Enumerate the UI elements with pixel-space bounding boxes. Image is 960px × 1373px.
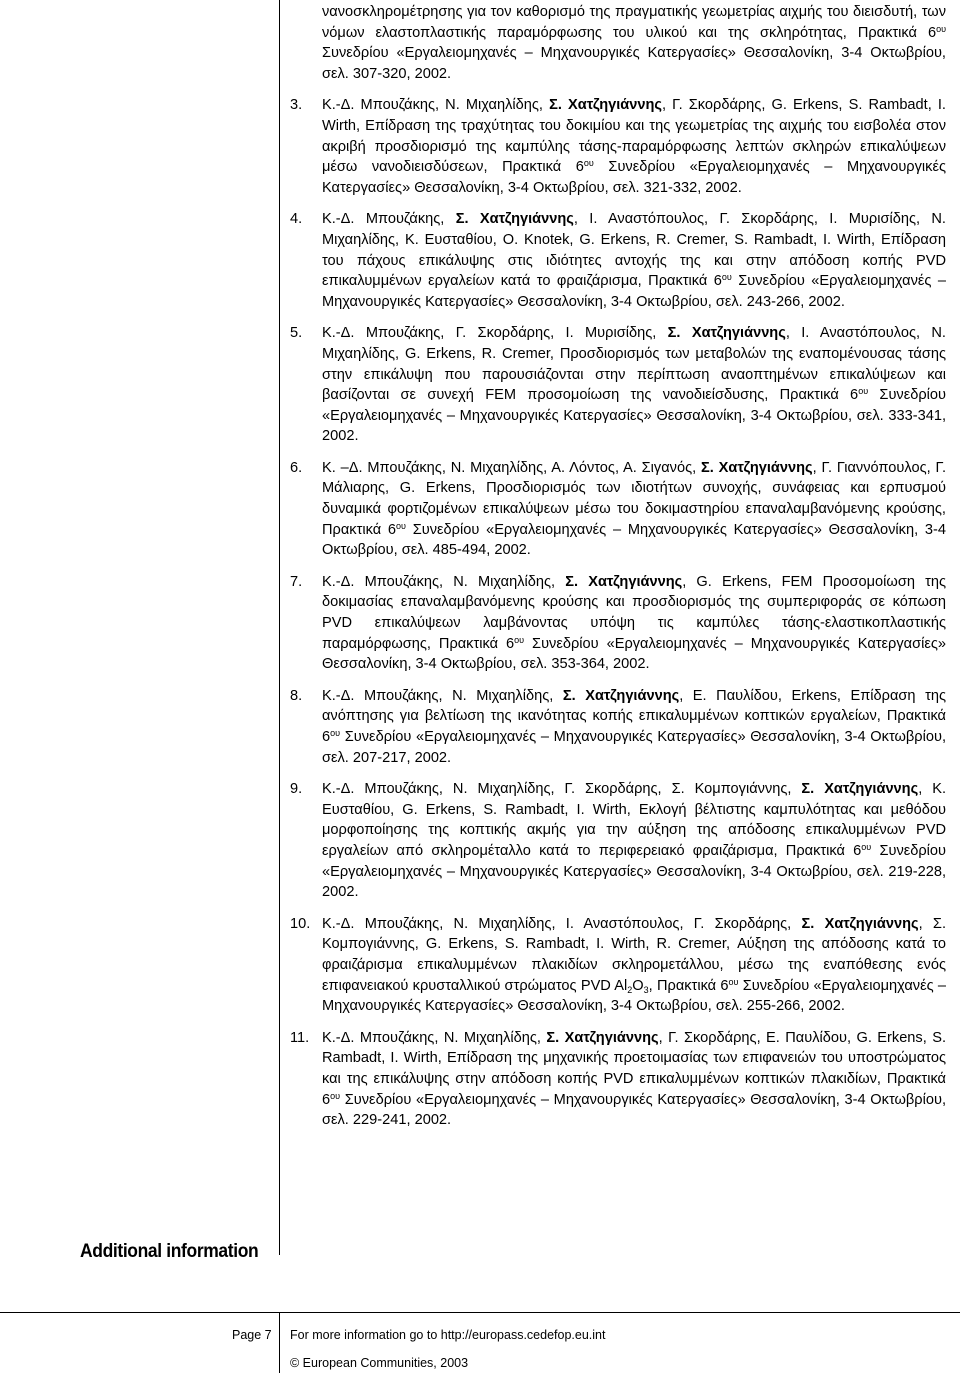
reference-number: 10. [290,915,311,932]
footer-more-info: For more information go to http://europass.cedefop.eu.int [290,1328,606,1342]
highlighted-author: Σ. Χατζηγιάννης [562,687,680,704]
section-heading: Additional information [80,1241,259,1262]
reference-item [290,779,946,903]
highlighted-author: Σ. Χατζηγιάννης [801,781,919,798]
reference-number: 6. [290,459,303,476]
highlighted-author: Σ. Χατζηγιάννης [455,211,574,228]
reference-text: Κ.-Δ. Μπουζάκης, Γ. Σκορδάρης, Ι. Μυρισίδης, Σ. Χατζηγιάννης, Ι. Αναστόπουλος, Ν. Μιχαηλίδης, G. Erkens, R. Cremer, Προσδιορισμός των μεταβολών της εναπομένουσας τάσης στην επικάλυψη που παρουσιάζονται στην περίπτωση αναοπτημένων επικαλύψεων και βασίζονται σε συνεχή FEM προσομοίωση της νανοδιείσδυσης, Πρακτικά $6^{o\upsilon}$ Συνεδρίου «Εργαλειομηχανές – Μηχανουργικές Κατεργασίες» Θεσσαλονίκη, 3-4 Οκτωβρίου, σελ. 333-341, 2002. [322,325,947,445]
reference-item [290,323,946,447]
reference-item [290,1028,946,1131]
reference-number: 8. [290,687,303,704]
reference-list [290,95,946,1130]
reference-number: 5. [290,325,303,342]
reference-text: Κ.-Δ. Μπουζάκης, Ν. Μιχαηλίδης, Σ. Χατζηγιάννης, Ε. Παυλίδου, Erkens, Επίδραση της ανόπτησης για βελτίωση της ικανότητας κοπής επικαλυμμένων κοπτικών εργαλείων, Πρακτικά $6^{o\upsilon}$ Συνεδρίου «Εργαλειομηχανές – Μηχανουργικές Κατεργασίες» Θεσσαλονίκη, 3-4 Οκτωβρίου, σελ. 207-217, 2002. [322,687,946,766]
reference-item [290,95,946,198]
highlighted-author: Σ. Χατζηγιάννης [565,573,683,590]
reference-text: Κ.-Δ. Μπουζάκης, Ν. Μιχαηλίδης, Γ. Σκορδάρης, Σ. Κομπογιάννης, Σ. Χατζηγιάννης, Κ. Ευσταθίου, G. Erkens, S. Rambadt, I. Wirth, Εκλογή βέλτιστης καμπυλότητας και μεθόδου μορφοποίησης της κοπτικής ακμής για την αύξηση της απόδοσης επικαλυμμένων PVD εργαλείων από σκληρομέταλλο κατά το περιφερειακό φραιζάρισμα, Πρακτικά $6^{o\upsilon}$ Συνεδρίου «Εργαλειομηχανές – Μηχανουργικές Κατεργασίες» Θεσσαλονίκη, 3-4 Οκτωβρίου, σελ. 219-228, 2002. [322,781,947,901]
reference-number: 3. [290,97,303,114]
footer-copyright: © European Communities, 2003 [290,1356,469,1370]
reference-item [290,458,946,561]
references-content [290,2,946,1131]
left-column-rule [279,0,280,1255]
highlighted-author: Σ. Χατζηγιάννης [801,915,919,932]
footer-column-rule [279,1312,280,1373]
reference-number: 7. [290,573,303,590]
reference-continuation: νανοσκληρομέτρησης για τον καθορισμό της πραγματικής γεωμετρίας αιχμής του διεισδυτή, των νόμων ελαστοπλαστικής παραμόρφωσης του υλικού και της σκληρότητας, Πρακτικά $6^{o\upsilon}$ Συνεδρίου «Εργαλειομηχανές – Μηχανουργικές Κατεργασίες» Θεσσαλονίκη, 3-4 Οκτωβρίου, σελ. 307-320, 2002. [322,4,946,82]
highlighted-author: Σ. Χατζηγιάννης [701,459,813,476]
reference-number: 4. [290,211,303,228]
highlighted-author: Σ. Χατζηγιάννης [549,97,662,114]
reference-text: Κ.-Δ. Μπουζάκης, Ν. Μιχαηλίδης, Σ. Χατζηγιάννης, Γ. Σκορδάρης, Ε. Παυλίδου, G. Erkens, S. Rambadt, I. Wirth, Επίδραση της μηχανικής προετοιμασίας των επιφανειών του υποστρώματος και της επικάλυψης στην απόδοση κοπής PVD επικαλυμμένων κοπτικών πλακιδίων, Πρακτικά $6^{o\upsilon}$ Συνεδρίου «Εργαλειομηχανές – Μηχανουργικές Κατεργασίες» Θεσσαλονίκη, 3-4 Οκτωβρίου, σελ. 229-241, 2002. [322,1029,946,1129]
highlighted-author: Σ. Χατζηγιάννης [546,1029,659,1046]
reference-text: Κ.-Δ. Μπουζάκης, Ν. Μιχαηλίδης, Σ. Χατζηγιάννης, Γ. Σκορδάρης, G. Erkens, S. Rambadt, I. Wirth, Επίδραση της τραχύτητας του δοκιμίου και της γεωμετρίας της αιχμής του εισβολέα στον ακριβή προσδιορισμό της καμπύλης τάσης-παραμόρφωσης λεπτών σκληρών επικαλύψεων μέσω νανοδιεισδύσεων, Πρακτικά $6^{o\upsilon}$ Συνεδρίου «Εργαλειομηχανές – Μηχανουργικές Κατεργασίες» Θεσσαλονίκη, 3-4 Οκτωβρίου, σελ. 321-332, 2002. [322,97,946,196]
reference-item [290,914,946,1017]
reference-item [290,572,946,675]
footer-rule [0,1312,960,1313]
reference-text: Κ. –Δ. Μπουζάκης, Ν. Μιχαηλίδης, Α. Λόντος, Α. Σιγανός, Σ. Χατζηγιάννης, Γ. Γιαννόπουλος, Γ. Μάλιαρης, G. Erkens, Προσδιορισμός των ιδιοτήτων συνοχής, συνάφειας και ερπυσμού δυναμικά φορτιζομένων επικαλύψεων μέσω του δοκιμαστηρίου επαναλαμβανόμενης κρούσης, Πρακτικά $6^{o\upsilon}$ Συνεδρίου «Εργαλειομηχανές – Μηχανουργικές Κατεργασίες» Θεσσαλονίκη, 3-4 Οκτωβρίου, σελ. 485-494, 2002. [322,459,946,559]
page-number: Page 7 [232,1328,272,1342]
reference-number: 11. [290,1029,310,1046]
reference-text: Κ.-Δ. Μπουζάκης, Ν. Μιχαηλίδης, Ι. Αναστόπουλος, Γ. Σκορδάρης, Σ. Χατζηγιάννης, Σ. Κομπογιάννης, G. Erkens, S. Rambadt, I. Wirth, R. Cremer, Αύξηση της απόδοσης κατά το φραιζάρισμα επικαλυμμένων πλακιδίων σκληρομετάλλου, μέσω της εναπόθεσης ενός επιφανειακού κρυσταλλικού στρώματος PVD $Al_2O_3$, Πρακτικά $6^{o\upsilon}$ Συνεδρίου «Εργαλειομηχανές – Μηχανουργικές Κατεργασίες» Θεσσαλονίκη, 3-4 Οκτωβρίου, σελ. 255-266, 2002. [322,915,947,1015]
reference-number: 9. [290,781,303,798]
reference-text: Κ.-Δ. Μπουζάκης, Σ. Χατζηγιάννης, Ι. Αναστόπουλος, Γ. Σκορδάρης, Ι. Μυρισίδης, Ν. Μιχαηλίδης, Κ. Ευσταθίου, O. Knotek, G. Erkens, R. Cremer, S. Rambadt, I. Wirth, Επίδραση του πάχους επικάλυψης στις ιδιότητες αντοχής της και στην απόδοση κοπής PVD επικαλυμμένων εργαλείων κατά το φραιζάρισμα, Πρακτικά $6^{o\upsilon}$ Συνεδρίου «Εργαλειομηχανές – Μηχανουργικές Κατεργασίες» Θεσσαλονίκη, 3-4 Οκτωβρίου, σελ. 243-266, 2002. [322,211,946,310]
highlighted-author: Σ. Χατζηγιάννης [667,325,786,342]
reference-item [290,686,946,768]
reference-item [290,209,946,312]
reference-text: Κ.-Δ. Μπουζάκης, Ν. Μιχαηλίδης, Σ. Χατζηγιάννης, G. Erkens, FEM Προσομοίωση της δοκιμασίας επαναλαμβανόμενης κρούσης και προσδιορισμός της συμπεριφοράς σε κόπωση PVD επικαλύψεων λαμβάνοντας υπόψη τις καμπύλες τάσης-ελαστικοπλαστικής παραμόρφωσης, Πρακτικά $6^{o\upsilon}$ Συνεδρίου «Εργαλειομηχανές – Μηχανουργικές Κατεργασίες» Θεσσαλονίκη, 3-4 Οκτωβρίου, σελ. 353-364, 2002. [322,573,947,673]
